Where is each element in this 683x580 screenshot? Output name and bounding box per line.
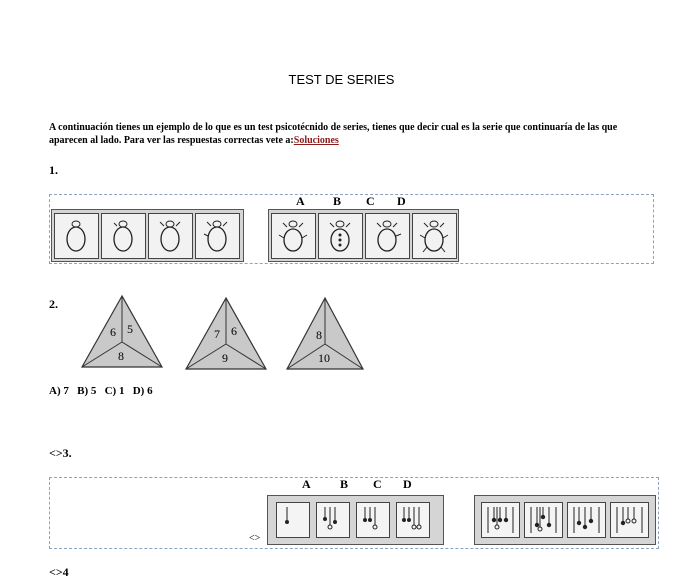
q3-seq-figure-3 <box>567 502 606 538</box>
q1-seq-figure-1 <box>54 213 99 259</box>
q1-options-strip <box>268 209 459 262</box>
question-2-number: 2. <box>49 297 58 311</box>
q1-seq-figure-4 <box>195 213 240 259</box>
q3-seq-figure-1 <box>481 502 520 538</box>
q2-t2-bottom: 9 <box>222 351 228 365</box>
q3-marker: <> <box>249 533 261 544</box>
q2-t1-right: 5 <box>127 322 133 336</box>
solutions-link[interactable]: Soluciones <box>293 135 339 146</box>
q2-triangle-2 <box>184 296 268 372</box>
q2-triangle-3 <box>285 296 369 372</box>
q2-t1-left: 6 <box>110 325 116 339</box>
q3-option-a-label: A <box>302 477 311 491</box>
q1-option-d-label: D <box>397 194 406 208</box>
q1-option-a-label: A <box>296 194 305 208</box>
q1-option-c-label: C <box>366 194 375 208</box>
q1-option-b-label: B <box>333 194 342 208</box>
q2-triangle-1 <box>80 294 164 370</box>
q2-t3-right: 8 <box>316 328 322 342</box>
q2-t3-bottom: 10 <box>318 351 330 365</box>
q1-option-d-figure[interactable] <box>412 213 457 259</box>
q2-t2-left: 7 <box>214 327 220 341</box>
q1-option-a-figure[interactable] <box>271 213 316 259</box>
q3-option-b-label: B <box>340 477 349 491</box>
q3-option-a-figure[interactable] <box>276 502 310 538</box>
q3-option-d-figure[interactable] <box>396 502 430 538</box>
page-title: TEST DE SERIES <box>288 72 395 87</box>
q1-option-c-figure[interactable] <box>365 213 410 259</box>
q3-sequence-strip <box>474 495 656 545</box>
question-1-number: 1. <box>49 163 58 177</box>
q3-seq-figure-4 <box>610 502 649 538</box>
intro-paragraph <box>49 121 649 147</box>
q3-options-strip <box>267 495 444 545</box>
q2-answer-options: A) 7 B) 5 C) 1 D) 6 <box>49 385 153 397</box>
q2-t2-right: 6 <box>231 324 237 338</box>
q3-option-c-figure[interactable] <box>356 502 390 538</box>
intro-text: A continuación tienes un ejemplo de lo que es un test psicotécnido de series, tienes que decir cual es la serie que continuaría de las que aparecen al lado. Para ver las respuestas correctas vete a: <box>49 122 618 146</box>
q3-option-b-figure[interactable] <box>316 502 350 538</box>
q3-option-d-label: D <box>403 477 412 491</box>
q1-sequence-strip <box>51 209 244 262</box>
q1-option-b-figure[interactable] <box>318 213 363 259</box>
q1-seq-figure-2 <box>101 213 146 259</box>
q2-t1-bottom: 8 <box>118 349 124 363</box>
q3-seq-figure-2 <box>524 502 563 538</box>
q3-option-c-label: C <box>373 477 382 491</box>
q1-seq-figure-3 <box>148 213 193 259</box>
question-4-number: <>4 <box>49 565 69 579</box>
question-3-number: <>3. <box>49 446 72 460</box>
